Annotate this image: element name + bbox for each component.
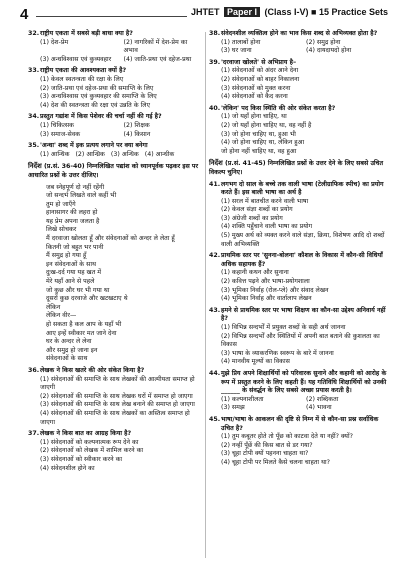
option-1: (1) केवल स्वतन्त्रता की रक्षा के लिए (40, 75, 124, 83)
option-4: (4) भूमिका निर्वाह और वार्तालाप लेखन (221, 295, 312, 303)
option-4: (4) देश की स्वतन्त्रता की रक्षा एवं उन्नति के लिए (40, 101, 150, 109)
option-1: (1) जो यहाँ होना चाहिए, था (221, 113, 287, 121)
option-2: (2) जो यहाँ होना चाहिए था, वह नहीं है (221, 121, 312, 129)
option-4-continued: जो होना नहीं चाहिए था, वह हुआ (221, 147, 297, 155)
question-number: 41. (209, 180, 221, 188)
poem-line: कितनी जो बहुत भर पानी (46, 243, 104, 251)
option-4: (4) संवेदनशील होने का (40, 464, 95, 472)
question-number: 38. (209, 30, 221, 37)
poem-line: मैं दरवाजा खोलता हूँ और संवेदनाओं को अन्दर ले लेता हूँ (46, 235, 175, 243)
question-number: 40. (209, 104, 221, 112)
option-2: (2) संवेदनाओं की समाप्ति के साथ लेखक घरों में समाप्त हो जाएगा (40, 392, 193, 400)
option-3: (3) समाज-सेवक (40, 130, 81, 138)
option-3: (3) संवेदनाओं की समाप्ति के साथ लेख बनाने की समाप्त हो जाएगा (40, 401, 195, 409)
question-text: लेखक ने किस खतरे की ओर संकेत किया है? (40, 366, 145, 374)
poem-line: घर के अन्दर ले लेना (46, 338, 92, 346)
directive-36-40 (28, 162, 203, 180)
running-head-prefix: JHTET (190, 7, 220, 17)
question-number: 43. (209, 306, 221, 314)
option-4: (4) चूहा टोपी पर मिलते कैसे चलना चाहता था? (221, 458, 331, 466)
question-32 (28, 30, 203, 64)
directive-text: (प्र.सं. 36-40) निम्नलिखित पद्यांश को ध्यानपूर्वक पढ़कर इस पर आधारित प्रश्नों के उत्तर दीजिए। (28, 163, 199, 179)
option-2: (2) शब्दिकता (306, 395, 339, 403)
poem-line: तुम हो जाएँगे (46, 200, 76, 208)
option-2: (2) संवेदनाओं को लेखक में शामिल करने का (40, 447, 144, 455)
option-1: (1) तालाबों होना (221, 38, 261, 46)
question-text: 'दरवाजा खोलते' से अभिप्राय है– (221, 58, 297, 66)
option-4: (4) संवेदनाओं की समाप्ति के साथ लेखकों का अस्तित्व समाप्त हो जाएगा (40, 409, 190, 426)
option-1: (1) चिकित्सक (40, 121, 74, 129)
question-43 (209, 307, 387, 367)
question-number: 45. (209, 415, 221, 423)
option-1: (1) संवेदनाओं की समाप्ति के साथ लेखकों की आत्मीयता समाप्त हो जाएगी (40, 375, 195, 392)
question-34 (28, 113, 203, 139)
poem-line: यह प्रेम अपना जलता है (46, 217, 100, 225)
question-text: प्राथमिक स्तर पर 'सुनना-बोलना' कौशल के विकास में कौन-सी विधियाँ अधिक सहायक हैं? (221, 252, 383, 268)
question-40 (209, 105, 387, 157)
question-33 (28, 67, 203, 110)
option-1: (1) विभिन्न सन्दर्भों में प्रयुक्त शब्दों के सही अर्थ जानना (221, 324, 346, 331)
option-4: (4) जाति-प्रथा एवं दहेज-प्रथा (123, 55, 192, 63)
poem-line: लेकिन वीर— (46, 312, 77, 320)
option-1: (1) कहानी कथन और सुनाना (221, 269, 289, 277)
poem-line: दूसरों कुछ दरवाजे और खटखटाए थे (46, 295, 128, 303)
option-3: (3) अंग्रेजी शब्दों का प्रयोग (221, 214, 283, 222)
question-number: 37. (28, 430, 40, 438)
option-2: (2) कवित्त पढ़ने और भाषा-प्रयोगशाला (221, 278, 310, 286)
poem-line: हानासागर की लहरा हो (46, 209, 98, 217)
option-5: (5) मुख्य अर्थ को व्यक्त करने वाले संज्ञा, क्रिया, विशेषण आदि दो शब्दों वाली अभिव्यक्ति (221, 232, 385, 248)
option-2: (2) संवेदनाओं को बाहर निकालना (221, 75, 300, 83)
option-1: (1) संवेदनाओं को कल्पनात्मक रूप देने का (40, 438, 139, 446)
poem-line: मेरे यहाँ आने से पहले (46, 278, 95, 286)
option-1: (1) संवेदनाओं को अंदर आने देना (221, 67, 299, 75)
option-3: (3) भाषा के व्याकरणिक स्वरूप के बारे में जानना (221, 349, 334, 357)
question-number: 33. (28, 67, 40, 75)
option-1: (1) देश-प्रेम (40, 38, 69, 46)
option-4: (4) दायदायदो होना (306, 47, 352, 55)
directive-41-45 (209, 159, 387, 177)
option-3: (3) घर जाना (221, 47, 252, 55)
directive-text: (प्र.सं. 41-45) निम्नलिखित प्रश्नों के उत्तर देने के लिए सबसे उचित विकल्प चुनिए। (209, 160, 384, 176)
left-column (28, 30, 203, 476)
question-text: मुझे प्रिय अपने शिक्षार्थियों को परिवारक सुनाने और कहानी को आरोह के रूप में प्रस्तुत करने के लिए कहती हैं। यह गतिविधि शिक्षार्थियों को उनकी ______ के संवर्द्धन के लिए सबसे अच्छा प्रयास करती है। (221, 369, 387, 395)
question-text: हमने से प्राथमिक स्तर पर भाषा शिक्षण का कौन-सा उद्देश्य अनिवार्य नहीं है? (221, 306, 386, 323)
question-39 (209, 59, 387, 102)
paper-badge: Paper I (224, 7, 260, 17)
option-3: (3) भूमिका निर्वाह (रोल-प्ले) और संवाद लेखन (221, 286, 329, 294)
page-number: 4 (20, 6, 29, 23)
question-number: 32. (28, 30, 40, 37)
option-2: (2) नन्हीं पूँछें की किस बात से डर गया? (221, 441, 313, 449)
question-45 (209, 416, 387, 468)
option-4: (4) भावना (306, 404, 332, 412)
running-head-suffix: (Class I-V) ■ 15 Practice Sets (264, 7, 388, 17)
option-3: (3) संवेदनाओं को मुक्त करना (221, 84, 291, 92)
poem-line: जब स्नेहपूर्ण दो नहीं रहेंगी (46, 183, 105, 191)
page-header (14, 4, 392, 26)
option-3: (3) अन्धविश्वास एवं कुव्यवहार (40, 55, 112, 63)
question-41 (209, 181, 387, 250)
question-36 (28, 367, 203, 427)
directive-lead: निर्देश (28, 162, 42, 171)
poem-line: इन संवेदनाओं के साथ (46, 260, 97, 268)
poem-line: लेकिन (46, 303, 61, 311)
question-number: 36. (28, 366, 40, 374)
option-2: (2) शिक्षक (123, 121, 150, 129)
option-3: (3) अन्धविश्वास एवं कुव्यवहार की समाप्ति के लिए (40, 93, 157, 101)
option-4: (4) शक्ति पहुँचाने वाली भाषा का प्रयोग (221, 223, 313, 231)
poem-line: दुःख-दर्द गया यह खत में (46, 269, 102, 277)
poem-line: हो सकता है कल आप के यहाँ भी (46, 321, 122, 328)
option-3: (3) संवेदनाओं को स्वीकार करने का (40, 455, 123, 463)
question-number: 42. (209, 252, 221, 260)
question-44 (209, 370, 387, 413)
option-2: (2) केवल संज्ञा शब्दों का प्रयोग (221, 206, 293, 214)
question-number: 34. (28, 113, 40, 121)
question-text: लगभग दो साल के बच्चे तक वाली भाषा (टेलीग्राफिक स्पीच) का प्रयोग करते हैं। इस बाली भाषा का अर्थ है (221, 180, 384, 197)
question-text: 'अन्धा' शब्द में इक प्रत्यय लगाने पर क्या बनेगा (40, 142, 148, 150)
option-2: (2) नागरिकों में देश-प्रेम का अभाव (123, 38, 188, 55)
option-3: (3) अन्धिक (110, 150, 139, 158)
poem-line: संवेदनाओं के साथ (46, 355, 88, 363)
poem-line: जो कुछ और घर भी गया था (46, 286, 110, 294)
option-1: (1) आन्धिक (40, 150, 70, 158)
poem-line: और समुद्र हो जाना इन (46, 346, 98, 354)
option-3: (3) चूहा टोपी क्यों पहनना चाहता था? (221, 450, 309, 458)
option-1: (1) तुम कबूतर होते तो पूँछ को काटवा देते या नहीं? क्यों? (221, 433, 353, 441)
option-2: (2) विभिन्न सन्दर्भों और स्थितियों में अपनी बात बताने की कुशलता का विकास (221, 332, 380, 349)
question-38 (209, 30, 387, 56)
poem-line: जो सन्दर्भ लिखते वाले कहीं भी (46, 192, 117, 200)
question-number: 35. (28, 142, 40, 150)
question-text: 'लेकिन' पद किस स्थिति की ओर संकेत करता है? (221, 104, 336, 112)
question-37 (28, 430, 203, 473)
option-3: (3) समझ (221, 404, 245, 412)
question-text: राष्ट्रीय एकता में सबसे बड़ी बाधा क्या है? (40, 30, 133, 37)
option-2: (2) आन्ध्रिक (75, 150, 105, 158)
directive-lead: निर्देश (209, 159, 223, 168)
question-text: भाषा/भाषा के आकलन की दृष्टि से निम्न में से कौन-सा प्रश्न सर्वाधिक उचित है? (221, 415, 379, 432)
poem-passage (46, 184, 203, 364)
right-column (209, 30, 387, 471)
question-text: प्रस्तुत गद्यांश में किस पेशेवर की चर्चा नहीं की गई है? (40, 113, 162, 121)
poem-line: लिखे सोचकर (46, 226, 77, 234)
question-42 (209, 252, 387, 304)
question-text: राष्ट्रीय एकता की आवश्यकता क्यों है? (40, 67, 127, 75)
option-1: (1) सरल में बातचीत करने वाली भाषा (221, 197, 309, 205)
option-3: (3) जो होना चाहिए था, हुआ भी (221, 130, 296, 138)
poem-line: मैं समुद्र हो गया हूँ (46, 252, 87, 260)
option-4: (4) जो होना चाहिए था, लेकिन हुआ (221, 139, 305, 147)
option-4: (4) मानवीय मूल्यों का विकास (221, 358, 290, 366)
option-1: (1) कल्पनाशीलता (221, 395, 264, 403)
option-2: (2) जाति-प्रथा एवं दहेज-प्रथा की समाप्ति के लिए (40, 84, 154, 92)
question-number: 44. (209, 369, 221, 377)
option-4: (4) किसान (123, 130, 151, 138)
option-2: (2) समुद्र होना (306, 38, 341, 46)
question-number: 39. (209, 58, 221, 66)
question-text: संवेदनशील व्यक्तित्व होने का भाव किस शब्द से अभिव्यक्त होता है? (221, 30, 378, 37)
question-text: लेखक ने किस बात का आग्रह किया है? (40, 430, 132, 438)
option-4: (4) संवेदनाओं को कैद करना (221, 93, 288, 101)
poem-line: आए इन्हें स्वीकार मत जाने देना (46, 329, 117, 337)
running-head (187, 7, 388, 17)
option-4: (4) आन्धीक (144, 150, 175, 158)
column-divider (205, 32, 206, 558)
question-35 (28, 142, 203, 159)
